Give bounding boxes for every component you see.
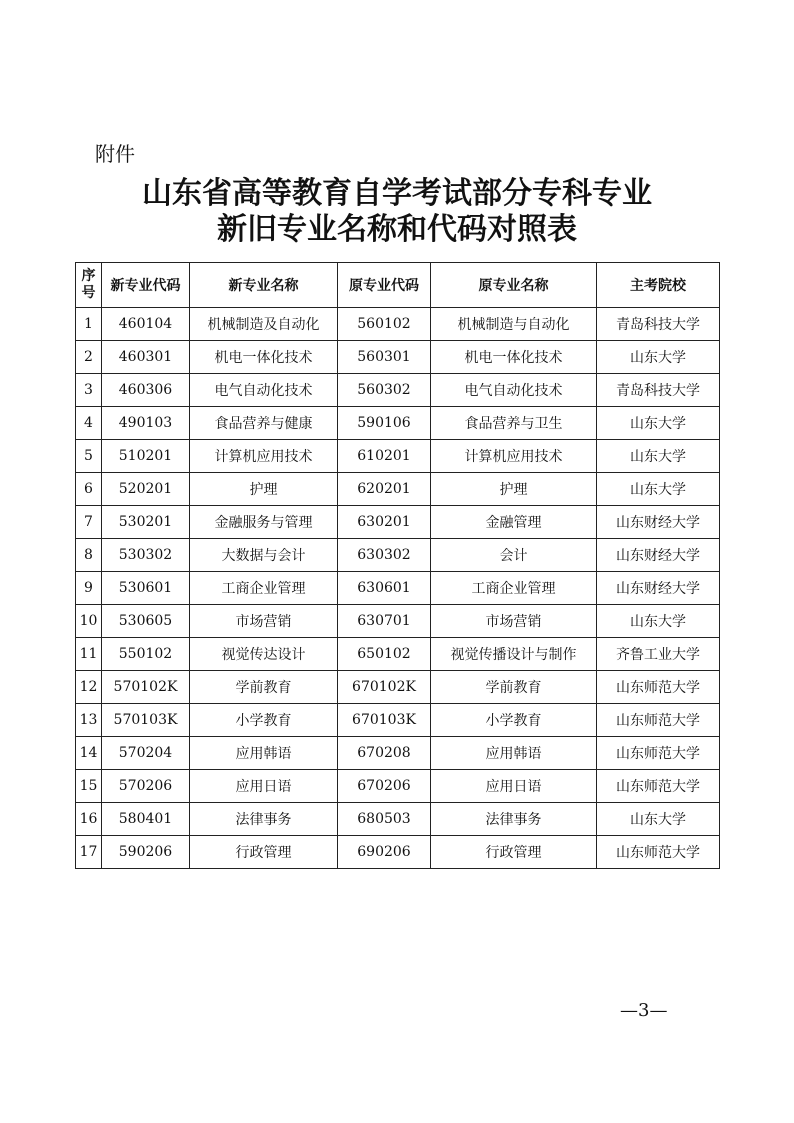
cell-old-name: 应用日语 [431, 770, 597, 803]
cell-old-name: 法律事务 [431, 803, 597, 836]
cell-new-name: 大数据与会计 [190, 539, 338, 572]
header-old-code: 原专业代码 [338, 263, 431, 308]
table-row [76, 440, 720, 473]
cell-new-name: 应用日语 [190, 770, 338, 803]
cell-old-code: 560302 [338, 374, 431, 407]
cell-index: 1 [76, 308, 102, 341]
cell-new-code: 520201 [102, 473, 190, 506]
table-header-row [76, 263, 720, 308]
cell-index: 7 [76, 506, 102, 539]
cell-old-code: 560102 [338, 308, 431, 341]
cell-index: 8 [76, 539, 102, 572]
table-row [76, 638, 720, 671]
table-row [76, 572, 720, 605]
attachment-label: 附件 [95, 142, 135, 166]
cell-index: 13 [76, 704, 102, 737]
cell-old-name: 计算机应用技术 [431, 440, 597, 473]
cell-school: 山东师范大学 [597, 671, 720, 704]
cell-new-code: 460104 [102, 308, 190, 341]
cell-index: 14 [76, 737, 102, 770]
cell-school: 青岛科技大学 [597, 374, 720, 407]
table-row [76, 374, 720, 407]
cell-school: 山东大学 [597, 803, 720, 836]
cell-school: 山东大学 [597, 341, 720, 374]
cell-index: 3 [76, 374, 102, 407]
cell-index: 2 [76, 341, 102, 374]
table-row [76, 605, 720, 638]
header-school: 主考院校 [597, 263, 720, 308]
cell-index: 15 [76, 770, 102, 803]
cell-school: 山东大学 [597, 440, 720, 473]
cell-index: 9 [76, 572, 102, 605]
cell-old-name: 学前教育 [431, 671, 597, 704]
cell-old-code: 630302 [338, 539, 431, 572]
cell-old-code: 650102 [338, 638, 431, 671]
cell-new-code: 570102K [102, 671, 190, 704]
table-row [76, 704, 720, 737]
header-new-code: 新专业代码 [102, 263, 190, 308]
cell-new-name: 金融服务与管理 [190, 506, 338, 539]
cell-old-code: 620201 [338, 473, 431, 506]
cell-school: 山东财经大学 [597, 506, 720, 539]
cell-school: 山东大学 [597, 605, 720, 638]
header-old-name: 原专业名称 [431, 263, 597, 308]
cell-school: 山东师范大学 [597, 836, 720, 869]
cell-old-code: 630601 [338, 572, 431, 605]
cell-old-name: 工商企业管理 [431, 572, 597, 605]
page-number: —3— [620, 1000, 668, 1021]
header-new-name: 新专业名称 [190, 263, 338, 308]
cell-old-name: 食品营养与卫生 [431, 407, 597, 440]
cell-new-code: 580401 [102, 803, 190, 836]
cell-old-code: 670102K [338, 671, 431, 704]
cell-new-code: 570103K [102, 704, 190, 737]
table-row [76, 836, 720, 869]
cell-index: 16 [76, 803, 102, 836]
table-row [76, 803, 720, 836]
cell-old-name: 市场营销 [431, 605, 597, 638]
cell-index: 11 [76, 638, 102, 671]
cell-old-name: 机械制造与自动化 [431, 308, 597, 341]
document-title-line2: 新旧专业名称和代码对照表 [217, 212, 577, 247]
cell-new-code: 570204 [102, 737, 190, 770]
table-row [76, 671, 720, 704]
table-body [76, 308, 720, 869]
table-row [76, 539, 720, 572]
cell-old-code: 630201 [338, 506, 431, 539]
cell-new-name: 食品营养与健康 [190, 407, 338, 440]
cell-index: 17 [76, 836, 102, 869]
cell-new-name: 护理 [190, 473, 338, 506]
cell-new-name: 工商企业管理 [190, 572, 338, 605]
cell-new-code: 490103 [102, 407, 190, 440]
cell-new-code: 530601 [102, 572, 190, 605]
cell-old-name: 金融管理 [431, 506, 597, 539]
header-index: 序号 [76, 263, 102, 308]
cell-new-code: 460301 [102, 341, 190, 374]
cell-old-name: 机电一体化技术 [431, 341, 597, 374]
cell-new-code: 590206 [102, 836, 190, 869]
cell-new-name: 机电一体化技术 [190, 341, 338, 374]
cell-new-name: 小学教育 [190, 704, 338, 737]
cell-old-name: 应用韩语 [431, 737, 597, 770]
table-row [76, 770, 720, 803]
cell-school: 山东财经大学 [597, 539, 720, 572]
cell-old-name: 会计 [431, 539, 597, 572]
cell-new-name: 应用韩语 [190, 737, 338, 770]
cell-old-code: 670206 [338, 770, 431, 803]
cell-school: 山东师范大学 [597, 737, 720, 770]
cell-old-code: 590106 [338, 407, 431, 440]
cell-school: 青岛科技大学 [597, 308, 720, 341]
cell-old-code: 560301 [338, 341, 431, 374]
cell-index: 10 [76, 605, 102, 638]
cell-school: 山东师范大学 [597, 704, 720, 737]
cell-old-name: 电气自动化技术 [431, 374, 597, 407]
cell-new-name: 机械制造及自动化 [190, 308, 338, 341]
cell-new-name: 法律事务 [190, 803, 338, 836]
cell-old-code: 630701 [338, 605, 431, 638]
cell-new-code: 550102 [102, 638, 190, 671]
cell-new-code: 530605 [102, 605, 190, 638]
table-row [76, 308, 720, 341]
cell-new-name: 行政管理 [190, 836, 338, 869]
cell-school: 齐鲁工业大学 [597, 638, 720, 671]
cell-new-name: 学前教育 [190, 671, 338, 704]
cell-old-code: 690206 [338, 836, 431, 869]
cell-new-name: 视觉传达设计 [190, 638, 338, 671]
cell-new-code: 530302 [102, 539, 190, 572]
cell-old-name: 视觉传播设计与制作 [431, 638, 597, 671]
table-row [76, 737, 720, 770]
cell-old-code: 670103K [338, 704, 431, 737]
cell-index: 12 [76, 671, 102, 704]
cell-school: 山东大学 [597, 407, 720, 440]
cell-index: 4 [76, 407, 102, 440]
cell-new-code: 530201 [102, 506, 190, 539]
cell-old-name: 小学教育 [431, 704, 597, 737]
cell-new-code: 510201 [102, 440, 190, 473]
cell-new-code: 570206 [102, 770, 190, 803]
table-row [76, 473, 720, 506]
table-row [76, 506, 720, 539]
cell-old-name: 行政管理 [431, 836, 597, 869]
document-title-line1: 山东省高等教育自学考试部分专科专业 [142, 176, 652, 211]
cell-old-code: 670208 [338, 737, 431, 770]
table-row [76, 341, 720, 374]
cell-new-code: 460306 [102, 374, 190, 407]
cell-new-name: 计算机应用技术 [190, 440, 338, 473]
cell-school: 山东财经大学 [597, 572, 720, 605]
cell-index: 5 [76, 440, 102, 473]
cell-new-name: 市场营销 [190, 605, 338, 638]
cell-school: 山东大学 [597, 473, 720, 506]
cell-index: 6 [76, 473, 102, 506]
cell-new-name: 电气自动化技术 [190, 374, 338, 407]
major-code-comparison-table [75, 262, 720, 869]
cell-school: 山东师范大学 [597, 770, 720, 803]
cell-old-name: 护理 [431, 473, 597, 506]
table-row [76, 407, 720, 440]
cell-old-code: 680503 [338, 803, 431, 836]
cell-old-code: 610201 [338, 440, 431, 473]
